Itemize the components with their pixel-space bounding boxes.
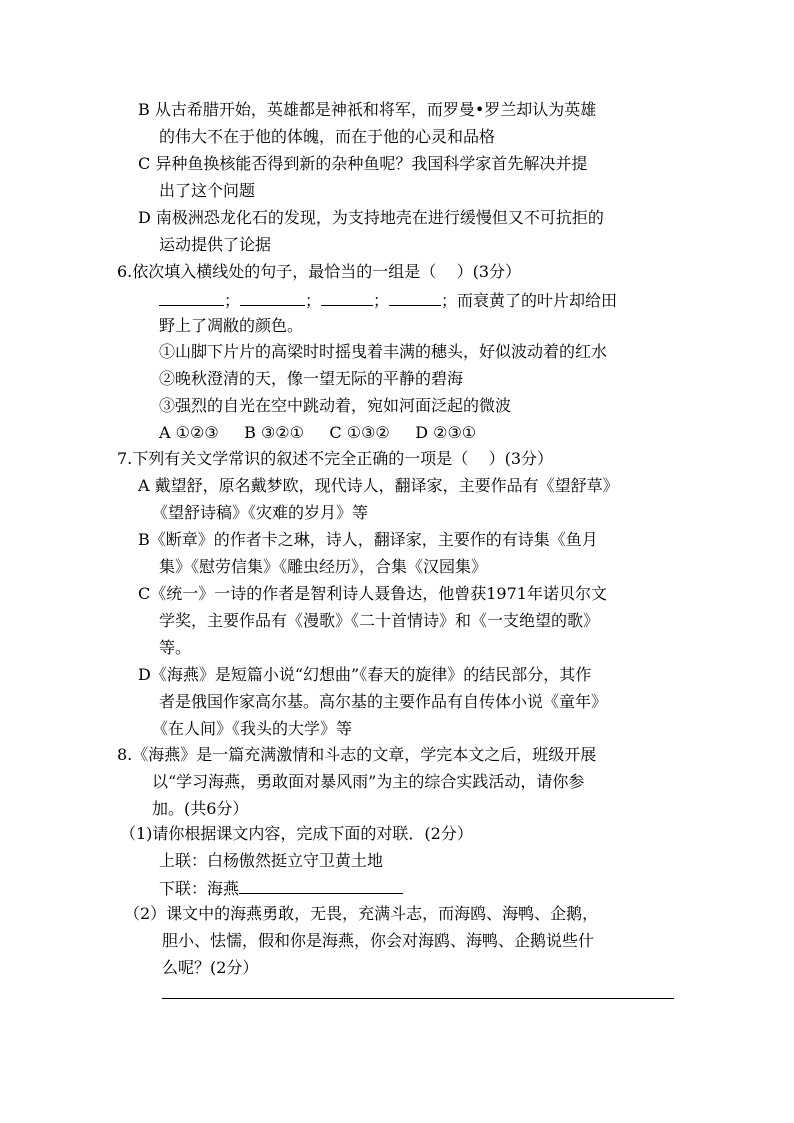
q8-stem-line2: 以“学习海燕，勇敢面对暴风雨”为主的综合实践活动，请你参 — [152, 772, 585, 791]
q6-separator: ； — [373, 291, 390, 310]
q7-option-b-line1: B《断章》的作者卡之琳，诗人，翻译家，主要作的有诗集《鱼月 — [138, 530, 598, 549]
q7-stem: 7.下列有关文学常识的叙述不完全正确的一项是（ ）(3分） — [117, 449, 554, 468]
q8-upper-couplet: 上联：白杨傲然挺立守卫黄土地 — [159, 851, 384, 870]
q6-fill-tail: ；而衰黄了的叶片却给田 — [441, 291, 618, 310]
q8-lower-couplet — [159, 876, 403, 900]
q7-option-c-line3: 等。 — [159, 638, 192, 657]
q7-option-b-line2: 集》《慰劳信集》《雕虫经历》，合集《汉园集》 — [159, 557, 488, 576]
q5-option-d-line1: D 南极洲恐龙化石的发现，为支持地壳在进行缓慢但又不可抗拒的 — [138, 208, 604, 227]
q7-option-d-line3: 《在人间》《我头的大学》等 — [152, 719, 353, 738]
q6-fill-line — [159, 288, 617, 312]
q7-option-d-line1: D《海燕》是短篇小说“幻想曲”《春天的旋律》的结民部分，其作 — [138, 665, 592, 684]
q8-sub2-line2: 胆小、怯懦，假和你是海燕，你会对海鸥、海鸭、企鹅说些什 — [162, 931, 595, 950]
q6-blank-3[interactable] — [321, 288, 373, 306]
q8-sub2-line3: 么呢？(2分） — [162, 958, 259, 977]
q6-separator: ； — [224, 291, 241, 310]
q6-sentence-2: ②晚秋澄清的天，像一望无际的平静的碧海 — [159, 369, 464, 388]
q7-option-a-line2: 《望舒诗稿》《灾难的岁月》等 — [152, 503, 369, 522]
q5-option-c-line2: 出了这个问题 — [159, 181, 256, 200]
q8-lower-couplet-label: 下联：海燕 — [159, 879, 240, 898]
q6-blank-2[interactable] — [240, 288, 305, 306]
q8-lower-couplet-blank[interactable] — [239, 876, 403, 894]
q8-sub1: （1)请你根据课文内容，完成下面的对联．(2分） — [120, 824, 473, 843]
q8-stem-line3: 加。(共6分） — [152, 799, 249, 818]
q8-stem-line1: 8.《海燕》是一篇充满激情和斗志的文章，学完本文之后，班级开展 — [117, 745, 597, 764]
q7-option-a-line1: A 戴望舒，原名戴梦欧，现代诗人，翻译家，主要作品有《望舒草》 — [138, 476, 619, 495]
q6-stem: 6.依次填入横线处的句子，最恰当的一组是（ ）(3分） — [117, 262, 522, 281]
q7-option-c-line1: C《统一》一诗的作者是智利诗人聂鲁达，他曾获1971年诺贝尔文 — [138, 584, 607, 603]
q6-blank-1[interactable] — [159, 288, 224, 306]
q5-option-c-line1: C 异种鱼换核能否得到新的杂种鱼呢？我国科学家首先解决并提 — [138, 154, 588, 173]
q6-separator: ； — [305, 291, 322, 310]
q6-fill-line2: 野上了凋敝的颜色。 — [159, 316, 304, 335]
q5-option-d-line2: 运动提供了论据 — [159, 235, 272, 254]
q6-sentence-1: ①山脚下片片的高梁时时摇曳着丰满的穗头，好似波动着的红水 — [159, 342, 608, 361]
q7-option-d-line2: 者是俄国作家高尔基。高尔基的主要作品有自传体小说《童年》 — [159, 692, 608, 711]
q8-sub2-line1: （2）课文中的海燕勇敢，无畏，充满斗志，而海鸥、海鸭、企鹅， — [124, 904, 599, 923]
q6-blank-4[interactable] — [389, 288, 441, 306]
q5-option-b-line2: 的伟大不在于他的体魄，而在于他的心灵和品格 — [159, 127, 496, 146]
q5-option-b-line1: B 从古希腊开始，英雄都是神祇和将军，而罗曼•罗兰却认为英雄 — [138, 100, 597, 119]
q6-sentence-3: ③强烈的自光在空中跳动着，宛如河面泛起的微波 — [159, 396, 512, 415]
q7-option-c-line2: 学奖，主要作品有《漫歌》《二十首情诗》和《一支绝望的歌》 — [159, 611, 600, 630]
q6-options: A ①②③ B ③②① C ①③② D ②③① — [159, 423, 477, 442]
q8-answer-line[interactable] — [162, 998, 674, 999]
